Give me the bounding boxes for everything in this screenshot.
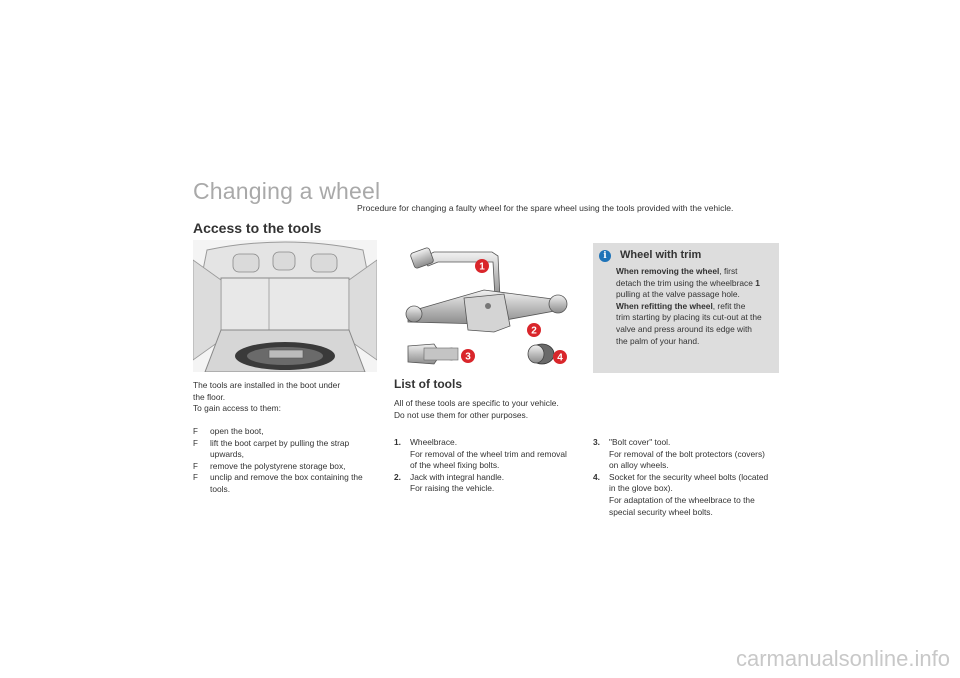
- tool-line: Jack with integral handle.: [410, 471, 505, 482]
- tool-number: 1.: [394, 437, 401, 447]
- tool-line: For raising the vehicle.: [410, 483, 495, 494]
- tool-item: [394, 472, 579, 495]
- tool-line: Wheelbrace.: [410, 437, 458, 447]
- tool-number: 4.: [593, 471, 600, 482]
- callout-label: 4: [557, 352, 563, 364]
- info-box-title: Wheel with trim: [620, 249, 702, 261]
- access-steps: [193, 426, 378, 496]
- tool-item: [593, 472, 783, 518]
- tools-intro: [394, 398, 579, 421]
- access-step: [193, 438, 378, 461]
- access-intro: [193, 380, 373, 415]
- tool-item: [593, 437, 783, 472]
- socket-drawing: [528, 344, 554, 364]
- bullet-mark: F: [193, 427, 198, 436]
- tool-line: For removal of the bolt protectors (covers): [609, 448, 765, 459]
- info-line: [616, 266, 774, 278]
- jack-drawing: [406, 290, 567, 332]
- bullet-mark: F: [193, 461, 198, 471]
- info-box-wheel-trim: [593, 243, 779, 373]
- info-line: valve and press around its edge with: [616, 323, 752, 334]
- bullet-mark: F: [193, 438, 198, 448]
- page-subtitle: Procedure for changing a faulty wheel for the spare wheel using the tools provided with the vehicle.: [357, 203, 734, 213]
- tool-line: on alloy wheels.: [609, 460, 669, 471]
- info-line: [616, 278, 774, 290]
- step-line: lift the boot carpet by pulling the strap: [210, 437, 350, 448]
- access-step: [193, 461, 378, 473]
- step-line: unclip and remove the box containing the: [210, 472, 363, 483]
- section-heading-tools: List of tools: [394, 377, 462, 391]
- section-heading-access: Access to the tools: [193, 220, 322, 236]
- info-text: , refit the: [712, 300, 746, 311]
- access-intro-line: the floor.: [193, 391, 226, 402]
- access-step: [193, 426, 378, 438]
- callout-2: [527, 323, 541, 337]
- step-line: remove the polystyrene storage box,: [210, 460, 346, 471]
- callout-label: 1: [479, 261, 485, 273]
- info-line: [616, 301, 774, 313]
- info-line: pulling at the valve passage hole.: [616, 289, 740, 300]
- info-bold: When refitting the wheel: [616, 300, 713, 311]
- access-intro-line: The tools are installed in the boot under: [193, 380, 341, 390]
- tool-item: [394, 437, 579, 472]
- bullet-mark: F: [193, 473, 198, 483]
- tools-intro-line: All of these tools are specific to your vehicle.: [394, 398, 559, 408]
- step-line: tools.: [210, 483, 231, 494]
- callout-label: 3: [465, 351, 471, 363]
- callout-3: [461, 349, 475, 363]
- boot-illustration: [193, 240, 377, 372]
- tool-line: of the wheel fixing bolts.: [410, 460, 500, 471]
- callout-4: [553, 350, 567, 364]
- info-line: trim starting by placing its cut-out at the: [616, 312, 762, 323]
- access-intro-line: To gain access to them:: [193, 403, 281, 414]
- tools-intro-line: Do not use them for other purposes.: [394, 409, 529, 420]
- info-bold: When removing the wheel: [616, 266, 720, 276]
- tool-line: For removal of the wheel trim and removal: [410, 448, 567, 459]
- tool-line: For adaptation of the wheelbrace to the: [609, 494, 755, 505]
- info-line: the palm of your hand.: [616, 335, 700, 346]
- step-line: open the boot,: [210, 426, 264, 436]
- access-step: [193, 472, 378, 495]
- tool-line: Socket for the security wheel bolts (located: [609, 471, 769, 482]
- page-title: Changing a wheel: [193, 178, 381, 204]
- step-line: upwards,: [210, 449, 244, 460]
- tools-list-left: [394, 437, 579, 495]
- tools-illustration: [394, 240, 578, 372]
- tool-line: "Bolt cover" tool.: [609, 437, 671, 447]
- callout-label: 2: [531, 325, 537, 337]
- bolt-cover-tool-drawing: [408, 344, 458, 364]
- info-text: detach the trim using the wheelbrace: [616, 277, 753, 288]
- info-box-body: [616, 266, 774, 347]
- info-text: , first: [719, 266, 738, 276]
- tool-line: special security wheel bolts.: [609, 506, 713, 517]
- tool-line: in the glove box).: [609, 483, 673, 494]
- info-bold: 1: [755, 277, 760, 288]
- info-icon: i: [599, 250, 611, 262]
- callout-1: [475, 259, 489, 273]
- tool-number: 2.: [394, 471, 401, 482]
- tools-list-right: [593, 437, 783, 518]
- tool-number: 3.: [593, 437, 600, 447]
- boot-drawing: [193, 240, 377, 372]
- watermark: carmanualsonline.info: [735, 646, 950, 671]
- tools-drawing: [394, 240, 578, 372]
